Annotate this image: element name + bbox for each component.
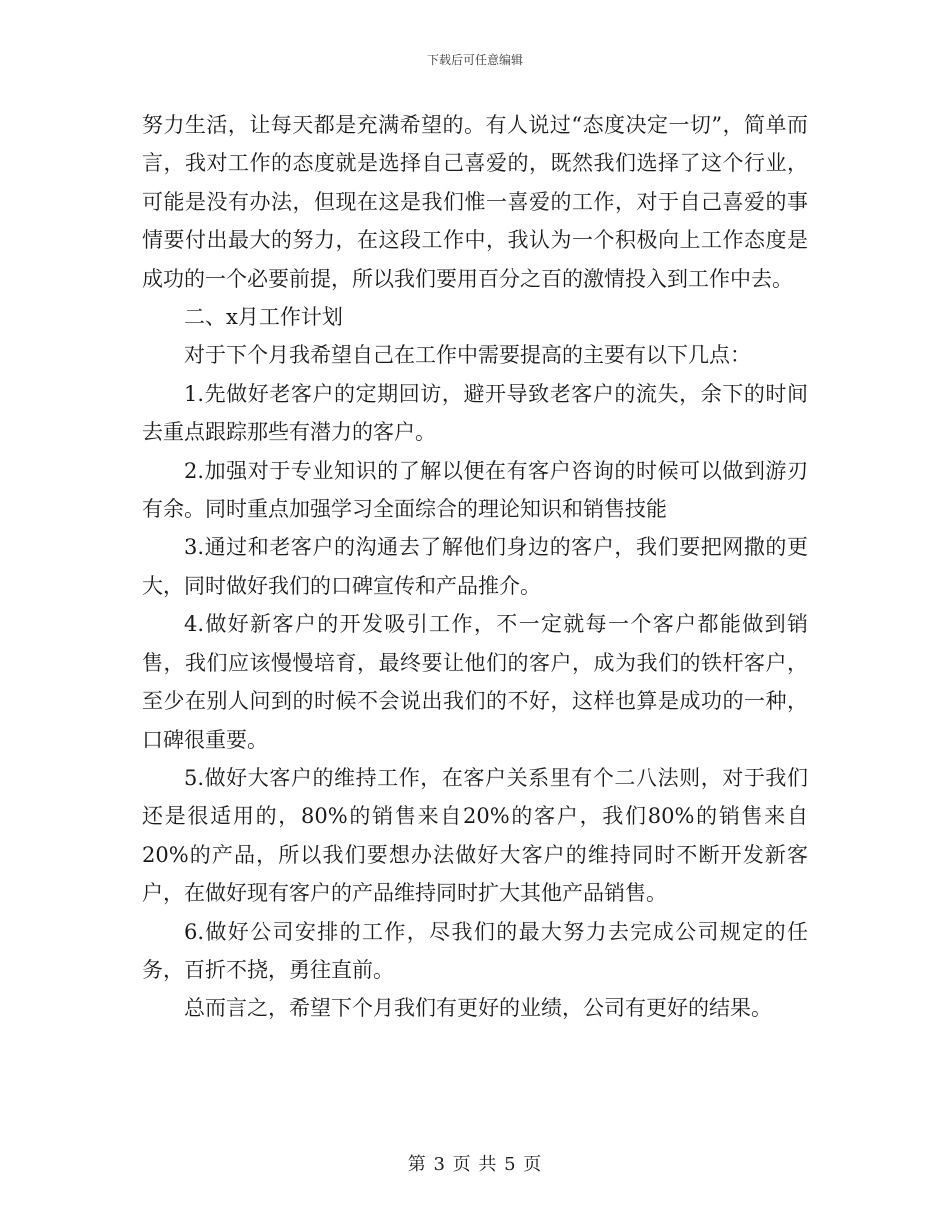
document-body — [142, 106, 808, 1028]
list-item-3: 3.通过和老客户的沟通去了解他们身边的客户，我们要把网撒的更大，同时做好我们的口碑宣传和产品推介。 — [142, 535, 808, 598]
page-header-note: 下载后可任意编辑 — [426, 53, 523, 67]
paragraph-conclusion: 总而言之，希望下个月我们有更好的业绩，公司有更好的结果。 — [184, 996, 772, 1021]
page-number: 第 3 页 共 5 页 — [407, 1154, 543, 1175]
list-item-1: 1.先做好老客户的定期回访，避开导致老客户的流失，余下的时间去重点跟踪那些有潜力的客户。 — [142, 381, 808, 445]
list-item-4: 4.做好新客户的开发吸引工作，不一定就每一个客户都能做到销售，我们应该慢慢培育，最终要让他们的客户，成为我们的铁杆客户，至少在别人问到的时候不会说出我们的不好，这样也算是成功的一种，口碑很重要。 — [142, 612, 808, 752]
section-heading: 二、x月工作计划 — [184, 305, 343, 330]
list-item-6: 6.做好公司安排的工作，尽我们的最大努力去完成公司规定的任务，百折不挠，勇往直前。 — [142, 919, 808, 982]
paragraph-intro: 对于下个月我希望自己在工作中需要提高的主要有以下几点： — [184, 343, 751, 368]
paragraph-attitude: 努力生活，让每天都是充满希望的。有人说过“态度决定一切”，简单而言，我对工作的态度就是选择自己喜爱的，既然我们选择了这个行业，可能是没有办法，但现在这是我们惟一喜爱的工作，对于自己喜爱的事情要付出最大的努力，在这段工作中，我认为一个积极向上工作态度是成功的一个必要前提，所以我们要用百分之百的激情投入到工作中去。 — [142, 113, 808, 291]
list-item-5: 5.做好大客户的维持工作，在客户关系里有个二八法则，对于我们还是很适用的，80%的销售来自20%的客户，我们80%的销售来自20%的产品，所以我们要想办法做好大客户的维持同时不断开发新客户，在做好现有客户的产品维持同时扩大其他产品销售。 — [142, 765, 808, 906]
list-item-2: 2.加强对于专业知识的了解以便在有客户咨询的时候可以做到游刃有余。同时重点加强学习全面综合的理论知识和销售技能 — [142, 458, 808, 522]
